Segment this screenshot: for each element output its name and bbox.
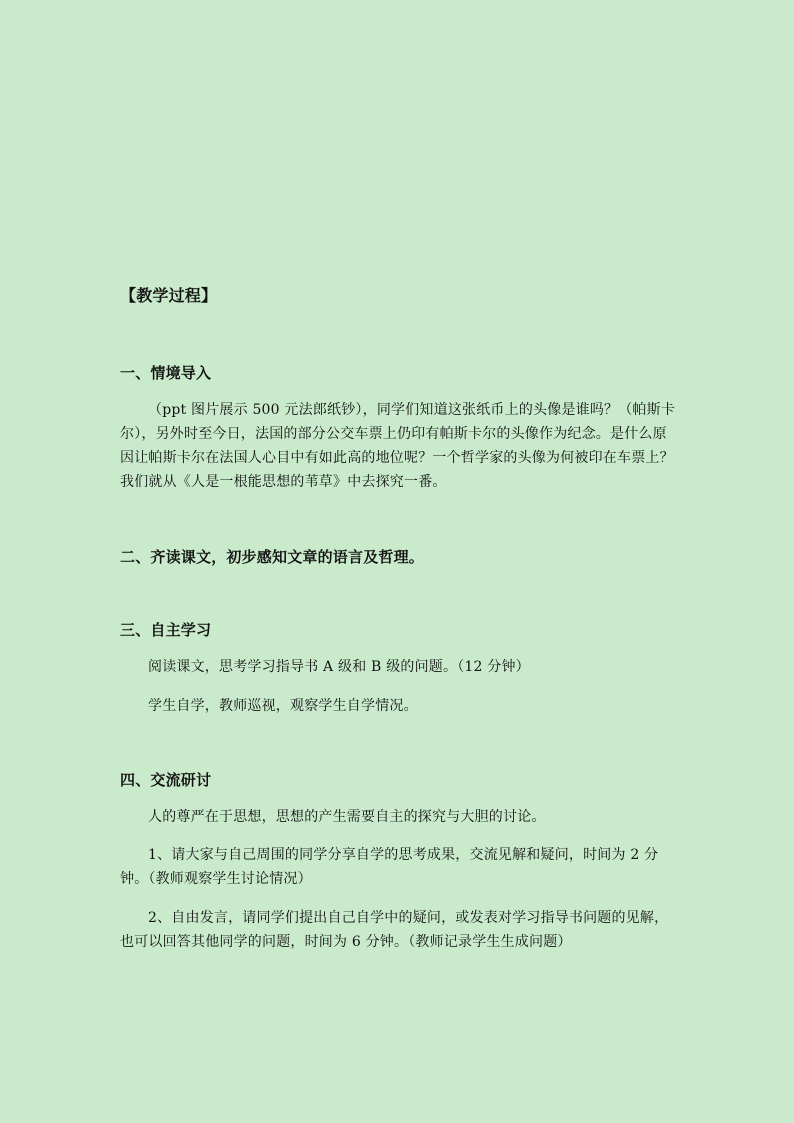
section-4-paragraph-3: 2、自由发言，请同学们提出自己自学中的疑问，或发表对学习指导书问题的见解，也可以回答其他同学的问题，时间为 6 分钟。（教师记录学生生成问题） xyxy=(120,910,669,950)
section-3-paragraph-2: 学生自学，教师巡视，观察学生自学情况。 xyxy=(148,698,418,714)
section-heading-2: 二、齐读课文，初步感知文章的语言及哲理。 xyxy=(120,548,425,566)
section-1-paragraph: （ppt 图片展示 500 元法郎纸钞），同学们知道这张纸币上的头像是谁吗？（帕斯卡尔），另外时至今日，法国的部分公交车票上仍印有帕斯卡尔的头像作为纪念。是什么原因让帕斯卡尔在法国人心目中有如此高的地位呢？一个哲学家的头像为何被印在车票上？我们就从《人是一根能思想的苇草》中去探究一番。 xyxy=(120,402,676,490)
document-title: 【教学过程】 xyxy=(120,286,218,305)
section-4-paragraph-2: 1、请大家与自己周围的同学分享自学的思考成果，交流见解和疑问，时间为 2 分钟。（教师观察学生讨论情况） xyxy=(120,847,659,887)
section-heading-1: 一、情境导入 xyxy=(120,364,212,382)
section-3-paragraph-1: 阅读课文，思考学习指导书 A 级和 B 级的问题。（12 分钟） xyxy=(148,659,530,675)
section-heading-3: 三、自主学习 xyxy=(120,621,212,639)
section-4-paragraph-1: 人的尊严在于思想，思想的产生需要自主的探究与大胆的讨论。 xyxy=(148,809,546,825)
section-heading-4: 四、交流研讨 xyxy=(120,771,212,789)
